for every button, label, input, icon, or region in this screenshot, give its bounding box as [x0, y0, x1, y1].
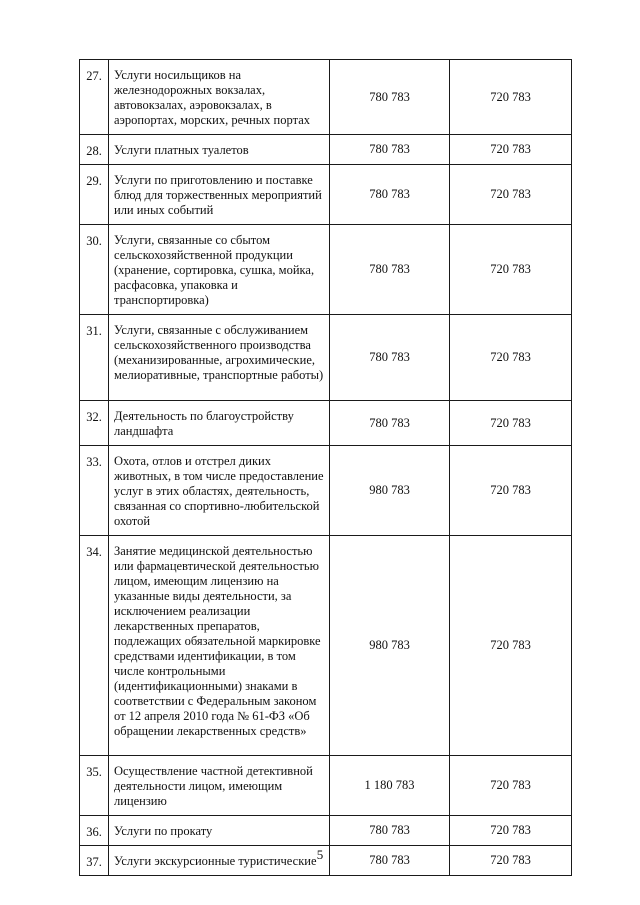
row-number: 27.: [80, 60, 109, 135]
value-cell-2: 720 783: [450, 225, 572, 315]
table-row: [80, 165, 572, 225]
table-row: [80, 536, 572, 756]
value-cell-2: 720 783: [450, 135, 572, 165]
value-cell-1: 980 783: [330, 446, 450, 536]
row-number: 34.: [80, 536, 109, 756]
service-name: Услуги платных туалетов: [109, 135, 330, 165]
row-number: 37.: [80, 846, 109, 876]
value-cell-2: 720 783: [450, 446, 572, 536]
table-row: [80, 446, 572, 536]
row-number: 31.: [80, 315, 109, 401]
service-name: Осуществление частной детективной деятельности лицом, имеющим лицензию: [109, 756, 330, 816]
row-number: 36.: [80, 816, 109, 846]
value-cell-2: 720 783: [450, 401, 572, 446]
service-name: Услуги носильщиков на железнодорожных вокзалах, автовокзалах, аэровокзалах, в аэропортах, морских, речных портах: [109, 60, 330, 135]
value-cell-1: 780 783: [330, 315, 450, 401]
table-row: [80, 225, 572, 315]
row-number: 29.: [80, 165, 109, 225]
services-table: [79, 59, 572, 876]
service-name: Услуги по приготовлению и поставке блюд для торжественных мероприятий или иных событий: [109, 165, 330, 225]
value-cell-1: 780 783: [330, 135, 450, 165]
value-cell-1: 780 783: [330, 165, 450, 225]
table-row: [80, 315, 572, 401]
table-row: [80, 756, 572, 816]
table-row: [80, 816, 572, 846]
value-cell-1: 780 783: [330, 225, 450, 315]
table-row: [80, 401, 572, 446]
row-number: 28.: [80, 135, 109, 165]
value-cell-1: 780 783: [330, 60, 450, 135]
service-name: Услуги по прокату: [109, 816, 330, 846]
service-name: Услуги, связанные со сбытом сельскохозяйственной продукции (хранение, сортировка, сушка, мойка, расфасовка, упаковка и транспортировка): [109, 225, 330, 315]
value-cell-2: 720 783: [450, 165, 572, 225]
service-name: Занятие медицинской деятельностью или фармацевтической деятельностью лицом, имеющим лицензию на указанные виды деятельности, за исключением реализации лекарственных препаратов, подлежащих обязательной маркировке средствами идентификации, в том числе контрольными (идентификационными) знаками в соответствии с Федеральным законом от 12 апреля 2010 года № 61-ФЗ «Об обращении лекарственных средств»: [109, 536, 330, 756]
value-cell-2: 720 783: [450, 846, 572, 876]
value-cell-2: 720 783: [450, 315, 572, 401]
value-cell-1: 780 783: [330, 846, 450, 876]
value-cell-1: 980 783: [330, 536, 450, 756]
value-cell-2: 720 783: [450, 536, 572, 756]
value-cell-2: 720 783: [450, 756, 572, 816]
service-name: Деятельность по благоустройству ландшафта: [109, 401, 330, 446]
table-row: [80, 60, 572, 135]
row-number: 30.: [80, 225, 109, 315]
value-cell-1: 780 783: [330, 401, 450, 446]
value-cell-1: 780 783: [330, 816, 450, 846]
row-number: 35.: [80, 756, 109, 816]
value-cell-1: 1 180 783: [330, 756, 450, 816]
row-number: 33.: [80, 446, 109, 536]
service-name: Охота, отлов и отстрел диких животных, в том числе предоставление услуг в этих областях, деятельность, связанная со спортивно-любительской охотой: [109, 446, 330, 536]
service-name: Услуги экскурсионные туристические: [109, 846, 330, 876]
service-name: Услуги, связанные с обслуживанием сельскохозяйственного производства (механизированные, агрохимические, мелиоративные, транспортные работы): [109, 315, 330, 401]
value-cell-2: 720 783: [450, 60, 572, 135]
services-table-body: [80, 60, 572, 876]
row-number: 32.: [80, 401, 109, 446]
table-row: [80, 135, 572, 165]
page-number: 5: [316, 847, 324, 862]
value-cell-2: 720 783: [450, 816, 572, 846]
